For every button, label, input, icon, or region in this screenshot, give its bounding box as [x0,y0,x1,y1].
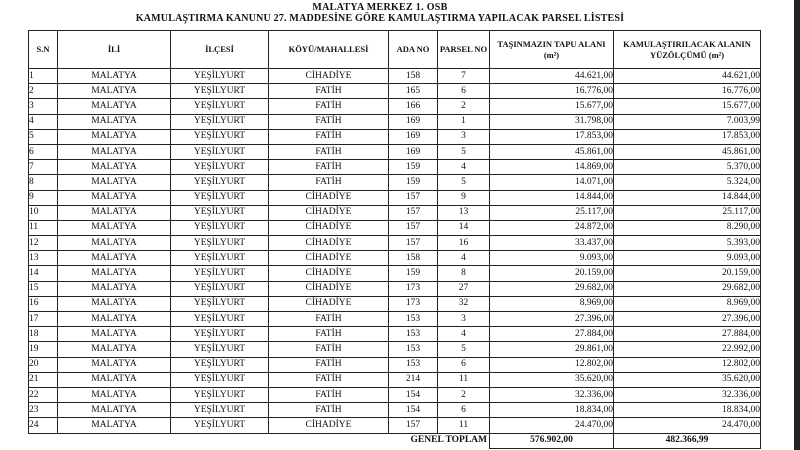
cell-koy: FATİH [269,99,389,114]
cell-parsel: 5 [438,144,490,159]
cell-ada: 214 [389,372,438,387]
cell-tapu: 16.776,00 [490,84,614,99]
cell-parsel: 3 [438,129,490,144]
cell-koy: CİHADİYE [269,69,389,84]
cell-il: MALATYA [58,144,171,159]
cell-kam: 18.834,00 [614,403,761,418]
cell-il: MALATYA [58,160,171,175]
cell-kam: 32.336,00 [614,387,761,402]
cell-koy: FATİH [269,372,389,387]
cell-koy: FATİH [269,144,389,159]
table-row [29,281,761,296]
cell-ilce: YEŞİLYURT [171,160,269,175]
table-body [29,69,761,434]
table-row [29,99,761,114]
cell-koy: CİHADİYE [269,251,389,266]
cell-tapu: 24.470,00 [490,418,614,433]
cell-kam: 25.117,00 [614,205,761,220]
cell-sn: 11 [29,220,58,235]
cell-ada: 159 [389,160,438,175]
parcel-table [28,30,761,449]
cell-sn: 6 [29,144,58,159]
cell-sn: 18 [29,327,58,342]
col-header-ilce: İLÇESİ [171,31,269,69]
cell-sn: 8 [29,175,58,190]
cell-tapu: 15.677,00 [490,99,614,114]
table-row [29,418,761,433]
cell-tapu: 14.071,00 [490,175,614,190]
cell-ada: 166 [389,99,438,114]
total-tapu: 576.902,00 [490,433,614,448]
col-header-ada: ADA NO [389,31,438,69]
table-row [29,144,761,159]
cell-ada: 169 [389,114,438,129]
cell-ilce: YEŞİLYURT [171,266,269,281]
cell-parsel: 4 [438,160,490,175]
col-header-sn: S.N [29,31,58,69]
cell-il: MALATYA [58,312,171,327]
cell-kam: 8.290,00 [614,220,761,235]
table-row [29,175,761,190]
col-header-il: İLİ [58,31,171,69]
cell-ilce: YEŞİLYURT [171,312,269,327]
cell-ilce: YEŞİLYURT [171,220,269,235]
cell-koy: FATİH [269,129,389,144]
cell-ada: 159 [389,175,438,190]
cell-koy: FATİH [269,387,389,402]
cell-il: MALATYA [58,372,171,387]
cell-sn: 5 [29,129,58,144]
cell-il: MALATYA [58,99,171,114]
table-row [29,160,761,175]
cell-ada: 153 [389,312,438,327]
table-row [29,205,761,220]
cell-parsel: 8 [438,266,490,281]
cell-ada: 173 [389,296,438,311]
cell-koy: FATİH [269,357,389,372]
table-row [29,114,761,129]
cell-tapu: 45.861,00 [490,144,614,159]
table-row [29,251,761,266]
cell-il: MALATYA [58,251,171,266]
cell-koy: FATİH [269,160,389,175]
cell-ilce: YEŞİLYURT [171,251,269,266]
table-row [29,84,761,99]
cell-parsel: 2 [438,387,490,402]
cell-ilce: YEŞİLYURT [171,175,269,190]
cell-kam: 45.861,00 [614,144,761,159]
table-row [29,220,761,235]
cell-parsel: 5 [438,175,490,190]
cell-ilce: YEŞİLYURT [171,114,269,129]
table-row [29,296,761,311]
cell-tapu: 12.802,00 [490,357,614,372]
cell-il: MALATYA [58,387,171,402]
col-header-tapu: TAŞINMAZIN TAPU ALANI (m²) [490,31,614,69]
cell-ilce: YEŞİLYURT [171,357,269,372]
cell-parsel: 6 [438,403,490,418]
table-row [29,236,761,251]
cell-parsel: 32 [438,296,490,311]
cell-ada: 154 [389,387,438,402]
cell-kam: 22.992,00 [614,342,761,357]
table-row [29,327,761,342]
table-row [29,387,761,402]
cell-tapu: 24.872,00 [490,220,614,235]
cell-koy: FATİH [269,403,389,418]
cell-kam: 44.621,00 [614,69,761,84]
cell-tapu: 29.861,00 [490,342,614,357]
cell-tapu: 14.844,00 [490,190,614,205]
cell-ilce: YEŞİLYURT [171,129,269,144]
table-row [29,342,761,357]
cell-ada: 173 [389,281,438,296]
cell-tapu: 33.437,00 [490,236,614,251]
cell-il: MALATYA [58,327,171,342]
cell-tapu: 8.969,00 [490,296,614,311]
cell-kam: 27.396,00 [614,312,761,327]
cell-tapu: 35.620,00 [490,372,614,387]
cell-koy: CİHADİYE [269,205,389,220]
cell-kam: 15.677,00 [614,99,761,114]
cell-il: MALATYA [58,296,171,311]
cell-il: MALATYA [58,266,171,281]
cell-sn: 24 [29,418,58,433]
table-row [29,69,761,84]
cell-il: MALATYA [58,220,171,235]
cell-il: MALATYA [58,84,171,99]
cell-tapu: 18.834,00 [490,403,614,418]
cell-sn: 2 [29,84,58,99]
cell-ilce: YEŞİLYURT [171,190,269,205]
total-row [29,433,761,448]
document-title: MALATYA MERKEZ 1. OSB [312,2,448,13]
cell-ada: 169 [389,129,438,144]
cell-ilce: YEŞİLYURT [171,403,269,418]
cell-ilce: YEŞİLYURT [171,296,269,311]
cell-sn: 13 [29,251,58,266]
cell-ada: 165 [389,84,438,99]
table-row [29,266,761,281]
cell-koy: CİHADİYE [269,190,389,205]
cell-il: MALATYA [58,342,171,357]
cell-ada: 157 [389,190,438,205]
cell-il: MALATYA [58,114,171,129]
cell-tapu: 32.336,00 [490,387,614,402]
cell-il: MALATYA [58,418,171,433]
cell-tapu: 9.093,00 [490,251,614,266]
cell-ada: 157 [389,236,438,251]
cell-sn: 16 [29,296,58,311]
cell-ilce: YEŞİLYURT [171,236,269,251]
cell-kam: 35.620,00 [614,372,761,387]
cell-il: MALATYA [58,357,171,372]
cell-koy: FATİH [269,327,389,342]
cell-il: MALATYA [58,69,171,84]
cell-ilce: YEŞİLYURT [171,205,269,220]
cell-ada: 159 [389,266,438,281]
cell-kam: 5.393,00 [614,236,761,251]
cell-ada: 157 [389,205,438,220]
col-header-koy: KÖYÜ/MAHALLESİ [269,31,389,69]
table-row [29,312,761,327]
cell-sn: 22 [29,387,58,402]
cell-il: MALATYA [58,403,171,418]
cell-koy: CİHADİYE [269,220,389,235]
cell-ilce: YEŞİLYURT [171,84,269,99]
table-row [29,403,761,418]
cell-parsel: 4 [438,251,490,266]
cell-ada: 153 [389,327,438,342]
cell-kam: 5.324,00 [614,175,761,190]
table-row [29,129,761,144]
cell-il: MALATYA [58,236,171,251]
cell-tapu: 27.884,00 [490,327,614,342]
cell-ada: 157 [389,220,438,235]
cell-tapu: 31.798,00 [490,114,614,129]
cell-kam: 24.470,00 [614,418,761,433]
cell-ada: 157 [389,418,438,433]
cell-ilce: YEŞİLYURT [171,69,269,84]
header-row [29,31,761,69]
cell-ada: 158 [389,69,438,84]
cell-sn: 19 [29,342,58,357]
col-header-parsel: PARSEL NO [438,31,490,69]
cell-ilce: YEŞİLYURT [171,418,269,433]
cell-parsel: 11 [438,418,490,433]
cell-koy: CİHADİYE [269,418,389,433]
document-subtitle: KAMULAŞTIRMA KANUNU 27. MADDESİNE GÖRE KAMULAŞTIRMA YAPILACAK PARSEL LİSTESİ [135,13,625,24]
cell-sn: 7 [29,160,58,175]
cell-sn: 17 [29,312,58,327]
cell-parsel: 4 [438,327,490,342]
cell-koy: FATİH [269,342,389,357]
cell-sn: 10 [29,205,58,220]
cell-tapu: 17.853,00 [490,129,614,144]
cell-kam: 14.844,00 [614,190,761,205]
cell-parsel: 7 [438,69,490,84]
cell-sn: 9 [29,190,58,205]
col-header-kam: KAMULAŞTIRILACAK ALANIN YÜZÖLÇÜMÜ (m²) [614,31,761,69]
cell-tapu: 27.396,00 [490,312,614,327]
scan-edge [794,0,800,450]
cell-ada: 153 [389,357,438,372]
cell-ada: 153 [389,342,438,357]
cell-parsel: 16 [438,236,490,251]
cell-il: MALATYA [58,175,171,190]
cell-kam: 20.159,00 [614,266,761,281]
cell-parsel: 11 [438,372,490,387]
cell-kam: 27.884,00 [614,327,761,342]
cell-parsel: 13 [438,205,490,220]
cell-tapu: 29.682,00 [490,281,614,296]
cell-parsel: 5 [438,342,490,357]
cell-sn: 1 [29,69,58,84]
total-kam: 482.366,99 [614,433,761,448]
cell-parsel: 3 [438,312,490,327]
cell-il: MALATYA [58,190,171,205]
cell-ilce: YEŞİLYURT [171,342,269,357]
cell-sn: 21 [29,372,58,387]
cell-koy: CİHADİYE [269,236,389,251]
table-row [29,372,761,387]
cell-parsel: 6 [438,357,490,372]
cell-ada: 158 [389,251,438,266]
cell-parsel: 27 [438,281,490,296]
total-label-cell [29,433,490,448]
cell-ilce: YEŞİLYURT [171,327,269,342]
cell-ilce: YEŞİLYURT [171,387,269,402]
cell-ilce: YEŞİLYURT [171,372,269,387]
cell-ilce: YEŞİLYURT [171,99,269,114]
cell-parsel: 14 [438,220,490,235]
cell-parsel: 6 [438,84,490,99]
cell-koy: FATİH [269,114,389,129]
cell-koy: CİHADİYE [269,281,389,296]
cell-sn: 15 [29,281,58,296]
cell-tapu: 25.117,00 [490,205,614,220]
cell-kam: 8.969,00 [614,296,761,311]
cell-tapu: 14.869,00 [490,160,614,175]
cell-il: MALATYA [58,281,171,296]
cell-sn: 3 [29,99,58,114]
cell-kam: 7.003,99 [614,114,761,129]
cell-tapu: 44.621,00 [490,69,614,84]
table-row [29,190,761,205]
table-row [29,357,761,372]
cell-il: MALATYA [58,205,171,220]
cell-sn: 14 [29,266,58,281]
cell-sn: 20 [29,357,58,372]
cell-kam: 16.776,00 [614,84,761,99]
cell-kam: 5.370,00 [614,160,761,175]
cell-parsel: 9 [438,190,490,205]
cell-ada: 169 [389,144,438,159]
cell-koy: CİHADİYE [269,296,389,311]
cell-il: MALATYA [58,129,171,144]
cell-ilce: YEŞİLYURT [171,281,269,296]
cell-kam: 29.682,00 [614,281,761,296]
cell-kam: 9.093,00 [614,251,761,266]
total-label: GENEL TOPLAM [410,434,487,445]
cell-ada: 154 [389,403,438,418]
cell-kam: 12.802,00 [614,357,761,372]
cell-koy: FATİH [269,312,389,327]
cell-parsel: 1 [438,114,490,129]
cell-koy: FATİH [269,84,389,99]
cell-parsel: 2 [438,99,490,114]
cell-koy: FATİH [269,175,389,190]
cell-kam: 17.853,00 [614,129,761,144]
cell-sn: 4 [29,114,58,129]
cell-sn: 23 [29,403,58,418]
cell-sn: 12 [29,236,58,251]
cell-koy: CİHADİYE [269,266,389,281]
cell-tapu: 20.159,00 [490,266,614,281]
cell-ilce: YEŞİLYURT [171,144,269,159]
